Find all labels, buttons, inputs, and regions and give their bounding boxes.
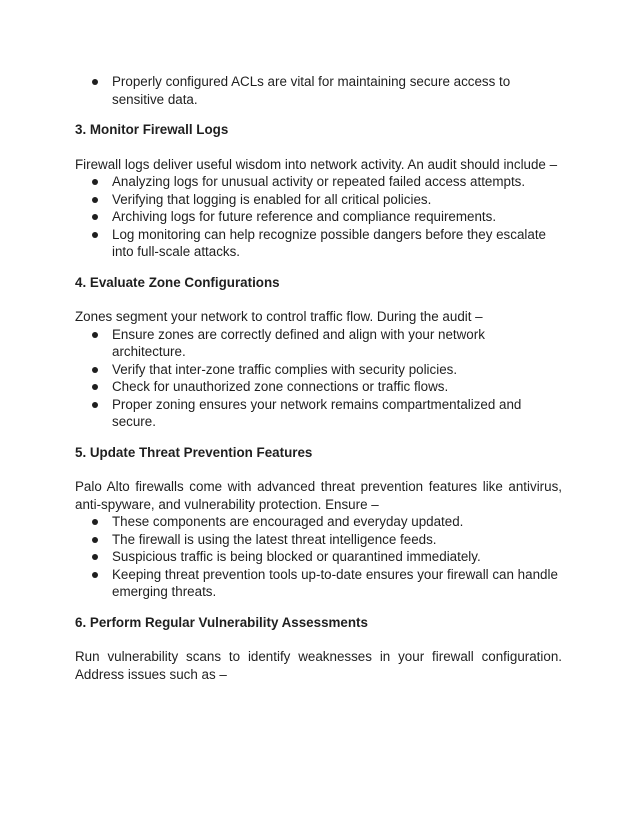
list-item: Check for unauthorized zone connections or traffic flows. bbox=[112, 378, 562, 396]
section-paragraph: Zones segment your network to control traffic flow. During the audit – bbox=[75, 309, 483, 324]
list-item: Archiving logs for future reference and compliance requirements. bbox=[112, 208, 562, 226]
section-paragraph: Run vulnerability scans to identify weaknesses in your firewall configuration. Address issues such as – bbox=[75, 649, 562, 682]
list-item: Verifying that logging is enabled for all critical policies. bbox=[112, 191, 562, 209]
list-item: The firewall is using the latest threat intelligence feeds. bbox=[112, 531, 562, 549]
list-item: Analyzing logs for unusual activity or repeated failed access attempts. bbox=[112, 173, 562, 191]
section-update-threat-prevention bbox=[75, 444, 562, 601]
section-vulnerability-assessments bbox=[75, 614, 562, 684]
section-bullet-list bbox=[75, 513, 562, 601]
section-heading: 6. Perform Regular Vulnerability Assessments bbox=[75, 614, 368, 630]
section-monitor-firewall-logs bbox=[75, 121, 562, 261]
section-paragraph: Palo Alto firewalls come with advanced threat prevention features like antivirus, anti-spyware, and vulnerability protection. Ensure – bbox=[75, 479, 562, 512]
section-heading: 3. Monitor Firewall Logs bbox=[75, 122, 229, 137]
list-item: Suspicious traffic is being blocked or quarantined immediately. bbox=[112, 548, 562, 566]
list-item: Log monitoring can help recognize possible dangers before they escalate into full-scale attacks. bbox=[112, 226, 562, 261]
list-item: Properly configured ACLs are vital for maintaining secure access to sensitive data. bbox=[112, 73, 562, 108]
section-heading: 4. Evaluate Zone Configurations bbox=[75, 274, 280, 290]
intro-bullet-list bbox=[75, 73, 562, 108]
section-bullet-list bbox=[75, 173, 562, 261]
list-item: Verify that inter-zone traffic complies with security policies. bbox=[112, 361, 562, 379]
list-item: These components are encouraged and everyday updated. bbox=[112, 513, 562, 531]
section-bullet-list bbox=[75, 326, 562, 431]
section-heading: 5. Update Threat Prevention Features bbox=[75, 444, 313, 460]
list-item: Proper zoning ensures your network remains compartmentalized and secure. bbox=[112, 396, 562, 431]
list-item: Ensure zones are correctly defined and align with your network architecture. bbox=[112, 326, 562, 361]
list-item: Keeping threat prevention tools up-to-date ensures your firewall can handle emerging threats. bbox=[112, 566, 562, 601]
section-paragraph: Firewall logs deliver useful wisdom into network activity. An audit should include – bbox=[75, 156, 558, 172]
section-evaluate-zone-configurations bbox=[75, 274, 562, 431]
